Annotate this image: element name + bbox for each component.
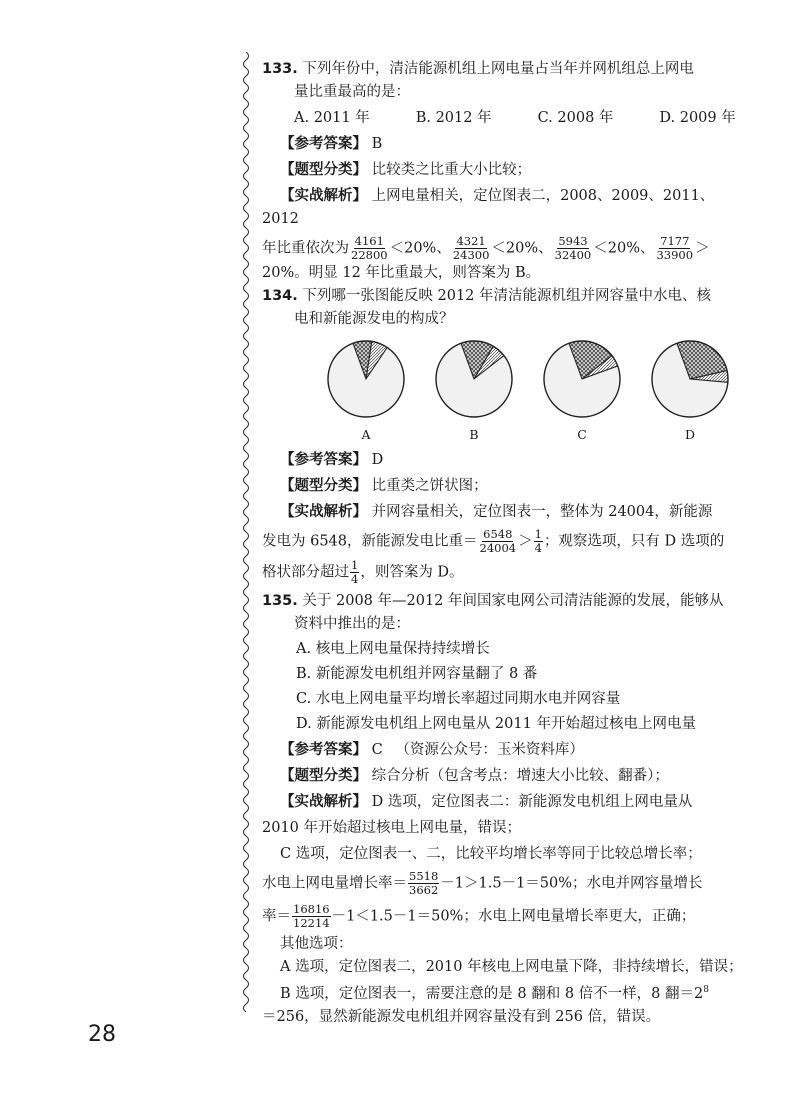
- analysis-line: 2010 年开始超过核电上网电量，错误；: [262, 820, 522, 836]
- numerator: 5518: [409, 869, 439, 883]
- analysis-line: [262, 528, 748, 555]
- numerator: 16816: [293, 902, 330, 916]
- denominator: 32400: [554, 248, 592, 262]
- option-b: B. 新能源发电机组并网容量翻了 8 番: [296, 666, 538, 682]
- question-number: 134.: [262, 288, 298, 304]
- source-note: （资源公众号：玉米资料库）: [395, 742, 584, 758]
- analysis-row: [262, 501, 748, 524]
- question-stem: 关于 2008 年—2012 年间国家电网公司清洁能源的发展，能够从: [302, 593, 724, 609]
- denominator: 24300: [452, 248, 490, 262]
- comparison-text: ＜20%、: [593, 240, 655, 257]
- analysis-line: [262, 559, 748, 586]
- fraction: [292, 903, 331, 930]
- analysis-line: ＝256，显然新能源发电机组并网容量没有到 256 倍，错误。: [262, 1008, 661, 1025]
- analysis-text: B 选项，定位图表一，需要注意的是 8 翻和 8 倍不一样，8 翻＝2: [280, 985, 704, 1002]
- type-value: 比重类之饼状图；: [371, 478, 488, 494]
- pie-option-a: [318, 337, 414, 446]
- pie-label: C: [577, 427, 587, 442]
- analysis-line: C 选项，定位图表一、二，比较平均增长率等同于比较总增长率；: [280, 846, 702, 862]
- pie-chart-a: [324, 337, 408, 421]
- wavy-border: [240, 52, 252, 1012]
- analysis-text: 率＝: [262, 908, 291, 925]
- answer-row: [262, 133, 748, 156]
- option-b: B. 2012 年: [415, 110, 492, 126]
- question-134: [262, 285, 748, 308]
- analysis-text: ；观察选项，只有 D 选项的: [543, 533, 725, 550]
- numerator: 4321: [456, 234, 486, 248]
- analysis-line: A 选项，定位图表二，2010 年核电上网电量下降，非持续增长，错误；: [280, 959, 743, 975]
- fraction: [408, 870, 439, 897]
- analysis-line: [262, 903, 748, 930]
- analysis-text: 并网容量相关，定位图表一，整体为 24004，新能源: [371, 504, 713, 520]
- pie-option-b: [426, 337, 522, 446]
- analysis-text: ，则答案为 D。: [360, 564, 464, 581]
- fraction: [554, 235, 593, 262]
- pie-option-c: [534, 337, 630, 446]
- option-list: [262, 107, 748, 130]
- option-c: C. 水电上网电量平均增长率超过同期水电并网容量: [296, 691, 621, 707]
- fraction: [350, 235, 389, 262]
- answer-value: C: [371, 742, 383, 758]
- comparison-text: ＞: [518, 533, 533, 550]
- answer-row: [262, 449, 748, 472]
- answer-label: 【参考答案】: [280, 742, 367, 758]
- page-content: [262, 58, 748, 1029]
- pie-label: B: [469, 427, 479, 442]
- analysis-text: D 选项，定位图表二：新能源发电机组上网电量从: [371, 794, 693, 810]
- answer-label: 【参考答案】: [280, 452, 367, 468]
- denominator: 12214: [293, 916, 330, 930]
- denominator: 4: [351, 572, 359, 586]
- pie-label: A: [361, 427, 371, 442]
- question-number: 133.: [262, 61, 298, 77]
- fraction: [452, 235, 491, 262]
- type-label: 【题型分类】: [280, 478, 367, 494]
- fraction: [534, 528, 543, 555]
- type-value: 比较类之比重大小比较；: [371, 162, 532, 178]
- analysis-text: 发电为 6548，新能源发电比重＝: [262, 533, 478, 550]
- type-value: 综合分析（包含考点：增速大小比较、翻番）；: [371, 768, 669, 784]
- fraction: [479, 528, 518, 555]
- analysis-fractions-line: [262, 235, 748, 262]
- question-stem-cont: 资料中推出的是：: [294, 616, 410, 632]
- analysis-row: [262, 185, 748, 231]
- fraction: [350, 559, 359, 586]
- pie-chart-d: [648, 337, 732, 421]
- type-row: [262, 159, 748, 182]
- denominator: 33900: [656, 248, 694, 262]
- fraction: [655, 235, 694, 262]
- pie-chart-c: [540, 337, 624, 421]
- analysis-line: 其他选项：: [280, 936, 353, 952]
- question-number: 135.: [262, 593, 298, 609]
- superscript: 8: [703, 985, 709, 995]
- denominator: 3662: [409, 883, 439, 897]
- question-stem: 下列哪一张图能反映 2012 年清洁能源机组并网容量中水电、核: [302, 288, 712, 304]
- pie-chart-b: [432, 337, 516, 421]
- analysis-conclusion: 20%。明显 12 年比重最大，则答案为 B。: [262, 265, 541, 281]
- analysis-label: 【实战解析】: [280, 504, 367, 520]
- numerator: 4161: [354, 234, 384, 248]
- analysis-text: －1＜1.5－1＝50%；水电上网电量增长率更大，正确；: [331, 908, 696, 925]
- comparison-text: ＜20%、: [491, 240, 553, 257]
- option-d: D. 2009 年: [659, 110, 736, 126]
- analysis-text: 格状部分超过: [262, 564, 349, 581]
- analysis-text: 年比重依次为: [262, 240, 349, 257]
- analysis-row: [262, 791, 748, 814]
- comparison-text: ＞: [695, 240, 710, 257]
- option-a: A. 2011 年: [294, 110, 370, 126]
- type-label: 【题型分类】: [280, 768, 367, 784]
- numerator: 5943: [558, 234, 588, 248]
- numerator: 7177: [660, 234, 690, 248]
- option-a: A. 核电上网电量保持持续增长: [296, 641, 490, 657]
- analysis-text: －1＞1.5－1＝50%；水电并网容量增长: [440, 875, 703, 892]
- numerator: 1: [534, 527, 542, 541]
- analysis-line: [262, 870, 748, 897]
- analysis-label: 【实战解析】: [280, 188, 367, 204]
- option-c: C. 2008 年: [537, 110, 614, 126]
- analysis-label: 【实战解析】: [280, 794, 367, 810]
- numerator: 1: [351, 558, 359, 572]
- question-stem-cont: 电和新能源发电的构成？: [294, 311, 454, 327]
- answer-row: [262, 739, 748, 762]
- pie-option-d: [642, 337, 738, 446]
- question-133: [262, 58, 748, 81]
- page-number: 28: [88, 1022, 116, 1047]
- pie-label: D: [684, 427, 696, 442]
- type-label: 【题型分类】: [280, 162, 367, 178]
- pie-options: [318, 337, 738, 446]
- analysis-line: [262, 979, 748, 1006]
- analysis-text: 上网电量相关，定位图表二，2008、2009、2011、2012: [262, 188, 715, 227]
- question-135: [262, 590, 748, 613]
- answer-value: B: [371, 136, 383, 152]
- denominator: 24004: [479, 541, 517, 555]
- numerator: 6548: [483, 527, 513, 541]
- denominator: 22800: [351, 248, 388, 262]
- answer-label: 【参考答案】: [280, 136, 367, 152]
- answer-value: D: [371, 452, 384, 468]
- question-stem: 下列年份中，清洁能源机组上网电量占当年并网机组总上网电: [302, 61, 694, 77]
- option-d: D. 新能源发电机组上网电量从 2011 年开始超过核电上网电量: [296, 716, 696, 732]
- type-row: [262, 765, 748, 788]
- denominator: 4: [534, 541, 542, 555]
- question-stem-cont: 量比重最高的是：: [294, 84, 410, 100]
- type-row: [262, 475, 748, 498]
- analysis-text: 水电上网电量增长率＝: [262, 875, 407, 892]
- comparison-text: ＜20%、: [389, 240, 451, 257]
